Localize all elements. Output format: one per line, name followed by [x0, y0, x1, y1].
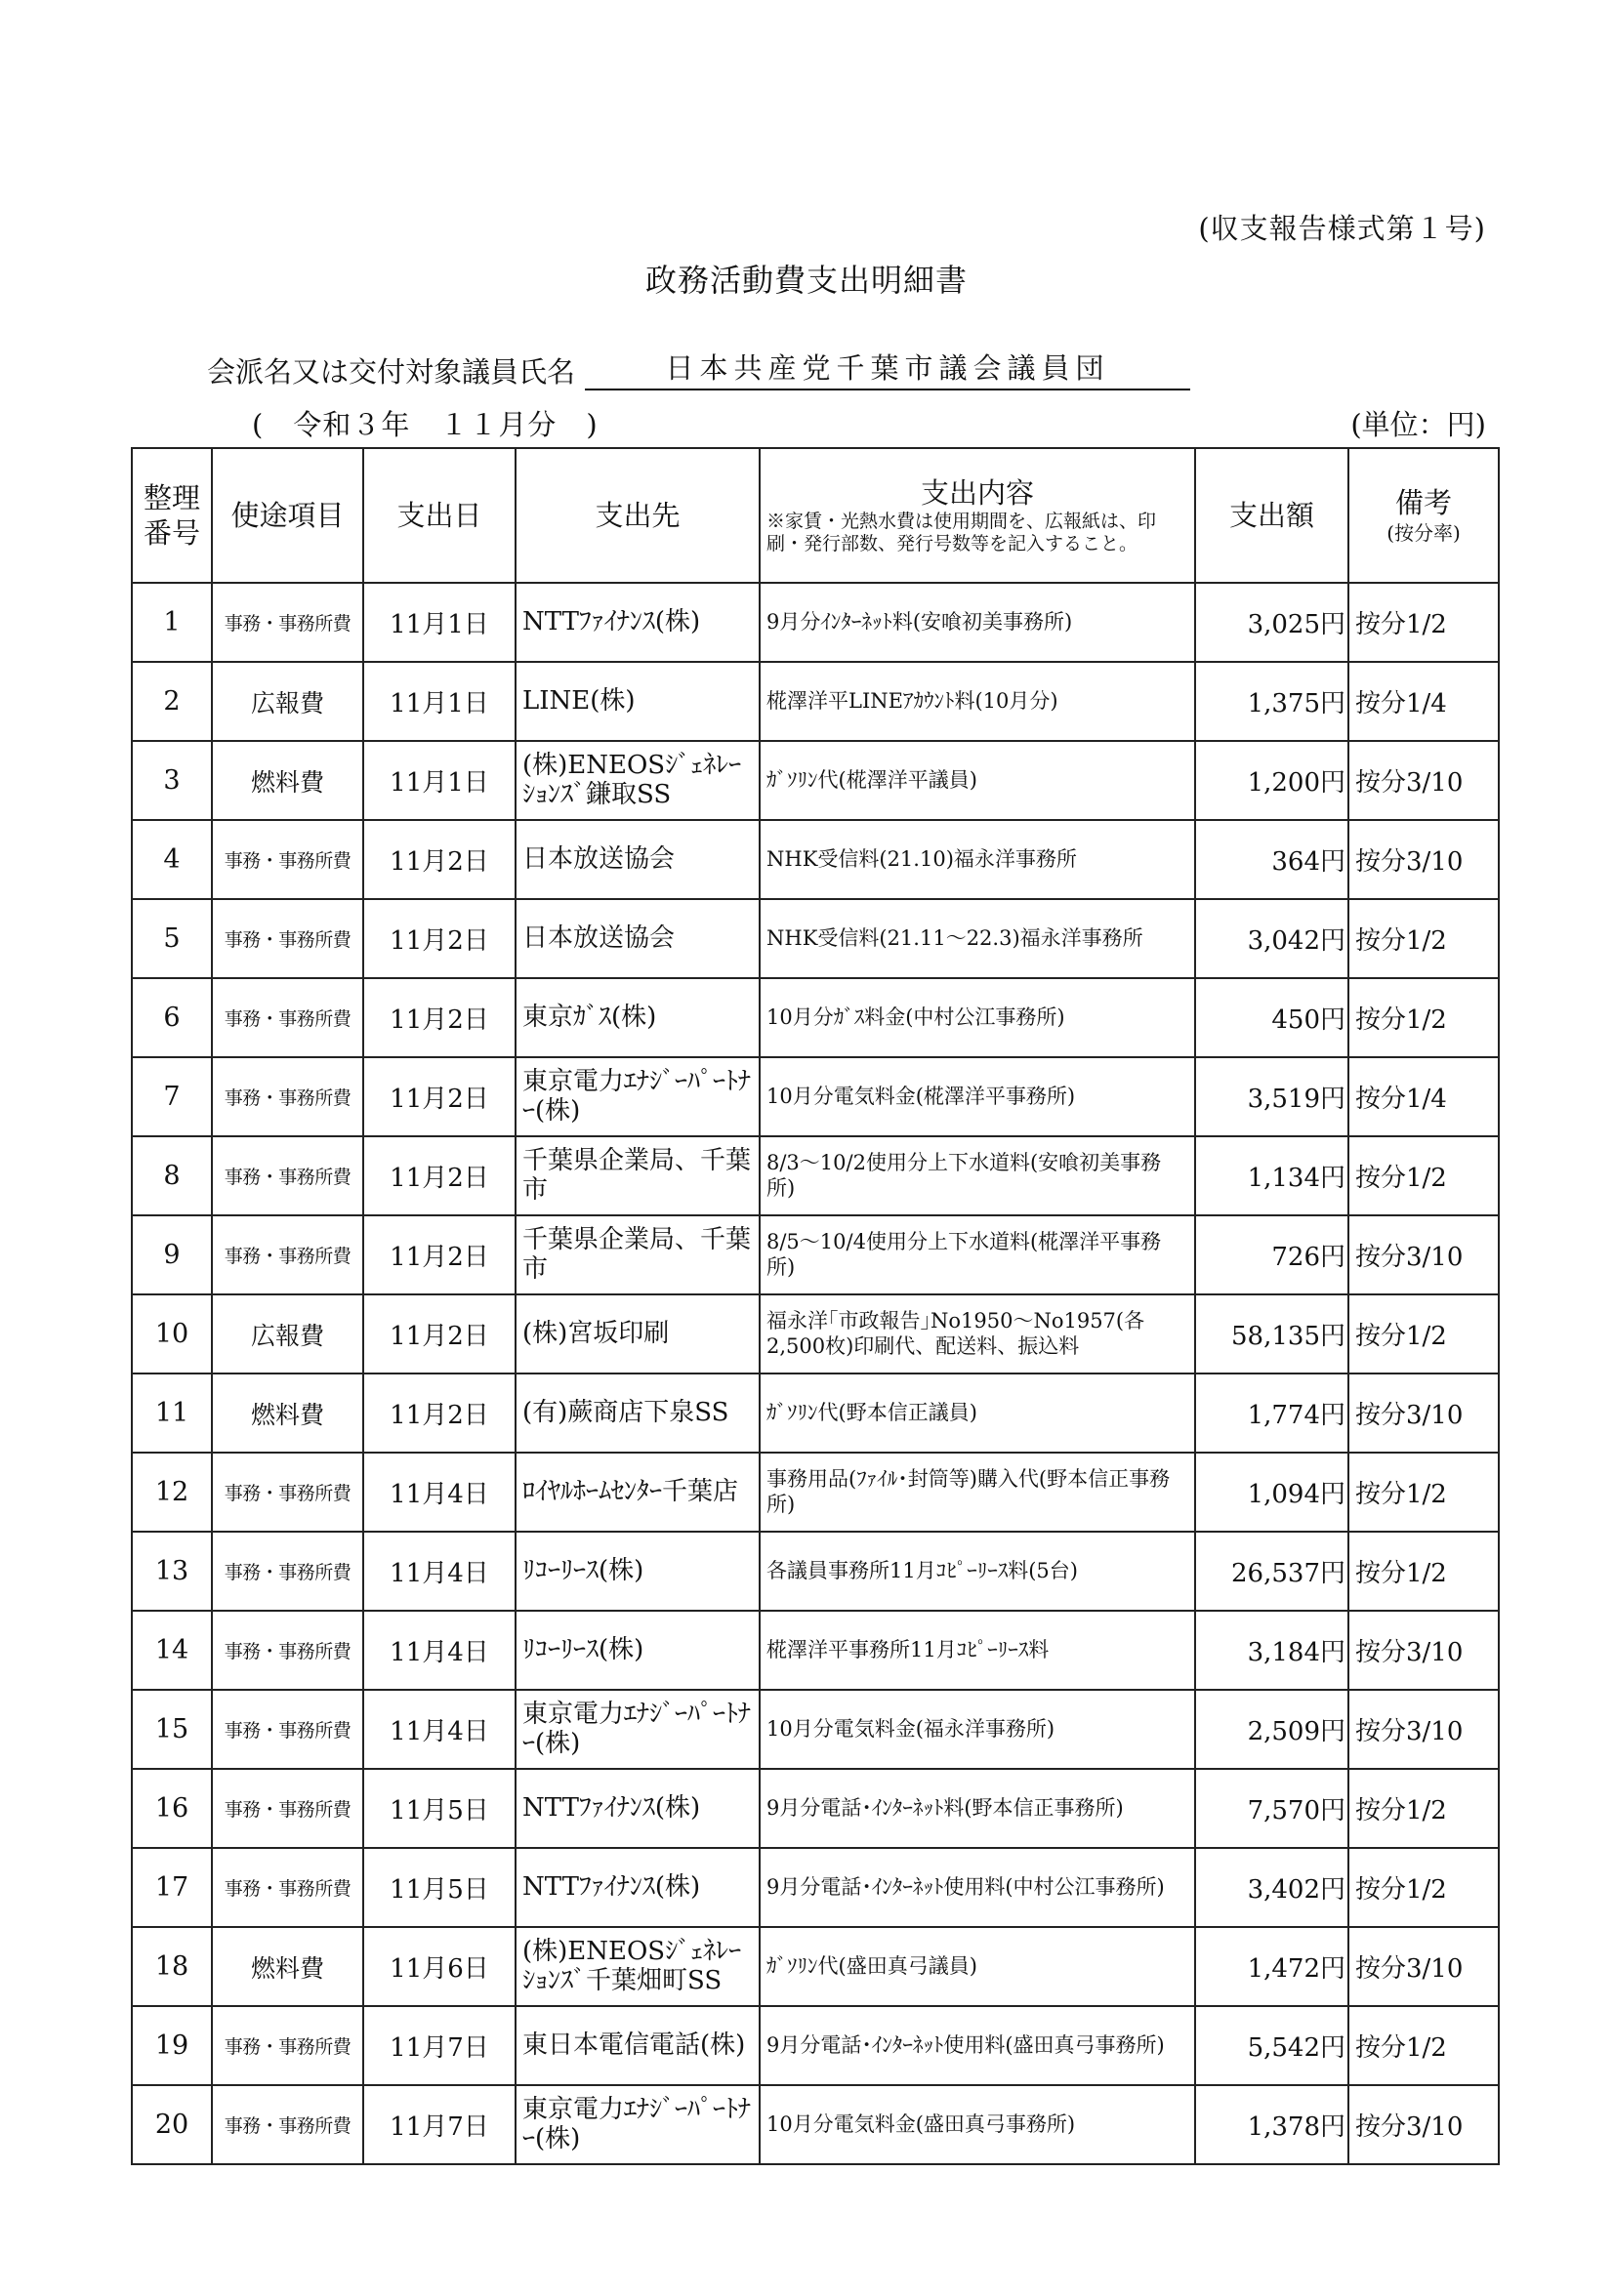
cell-no: 2 [132, 662, 212, 741]
table-row [132, 583, 1499, 662]
cell-content: 9月分電話･ｲﾝﾀｰﾈｯﾄ料(野本信正事務所) [760, 1769, 1195, 1848]
cell-remarks: 按分1/2 [1348, 1769, 1499, 1848]
cell-usage: 事務・事務所費 [212, 583, 363, 662]
cell-amount: 5,542円 [1195, 2006, 1348, 2085]
table-row [132, 1611, 1499, 1690]
cell-date: 11月2日 [363, 1294, 516, 1374]
cell-no: 20 [132, 2085, 212, 2164]
cell-payee: 東京電力ｴﾅｼﾞｰﾊﾟｰﾄﾅｰ(株) [516, 1057, 760, 1136]
cell-no: 10 [132, 1294, 212, 1374]
cell-no: 4 [132, 820, 212, 899]
table-row [132, 1215, 1499, 1294]
header-remarks [1348, 448, 1499, 583]
unit-label: (単位：円) [1350, 408, 1486, 441]
cell-usage: 燃料費 [212, 1927, 363, 2006]
cell-remarks: 按分1/2 [1348, 2006, 1499, 2085]
table-row [132, 1057, 1499, 1136]
cell-no: 7 [132, 1057, 212, 1136]
cell-no: 9 [132, 1215, 212, 1294]
cell-date: 11月2日 [363, 899, 516, 978]
cell-content: 10月分ｶﾞｽ料金(中村公江事務所) [760, 978, 1195, 1057]
cell-payee: NTTﾌｧｲﾅﾝｽ(株) [516, 583, 760, 662]
cell-remarks: 按分1/2 [1348, 1136, 1499, 1215]
cell-amount: 1,472円 [1195, 1927, 1348, 2006]
cell-usage: 事務・事務所費 [212, 978, 363, 1057]
cell-remarks: 按分1/2 [1348, 1294, 1499, 1374]
table-row [132, 1532, 1499, 1611]
cell-payee: 千葉県企業局、千葉市 [516, 1215, 760, 1294]
cell-usage: 事務・事務所費 [212, 899, 363, 978]
cell-payee: (株)ENEOSｼﾞｪﾈﾚｰｼｮﾝｽﾞ千葉畑町SS [516, 1927, 760, 2006]
cell-amount: 364円 [1195, 820, 1348, 899]
cell-payee: ﾛｲﾔﾙﾎｰﾑｾﾝﾀｰ千葉店 [516, 1453, 760, 1532]
cell-content: 10月分電気料金(福永洋事務所) [760, 1690, 1195, 1769]
cell-date: 11月5日 [363, 1848, 516, 1927]
cell-usage: 広報費 [212, 1294, 363, 1374]
cell-payee: ﾘｺｰﾘｰｽ(株) [516, 1532, 760, 1611]
faction-row [207, 347, 1190, 390]
table-row [132, 2085, 1499, 2164]
cell-payee: NTTﾌｧｲﾅﾝｽ(株) [516, 1769, 760, 1848]
cell-usage: 燃料費 [212, 1374, 363, 1453]
cell-content: 10月分電気料金(椛澤洋平事務所) [760, 1057, 1195, 1136]
cell-amount: 1,134円 [1195, 1136, 1348, 1215]
cell-date: 11月7日 [363, 2006, 516, 2085]
cell-amount: 3,042円 [1195, 899, 1348, 978]
cell-remarks: 按分1/2 [1348, 1532, 1499, 1611]
header-content [760, 448, 1195, 583]
header-remarks-sub: (按分率) [1386, 520, 1461, 545]
cell-usage: 事務・事務所費 [212, 1690, 363, 1769]
cell-content: 福永洋｢市政報告｣No1950～No1957(各2,500枚)印刷代、配送料、振込料 [760, 1294, 1195, 1374]
cell-remarks: 按分1/2 [1348, 583, 1499, 662]
cell-date: 11月7日 [363, 2085, 516, 2164]
cell-date: 11月2日 [363, 1057, 516, 1136]
cell-usage: 事務・事務所費 [212, 1532, 363, 1611]
cell-remarks: 按分1/4 [1348, 1057, 1499, 1136]
table-row [132, 1690, 1499, 1769]
header-remarks-label: 備考 [1394, 486, 1452, 520]
cell-no: 14 [132, 1611, 212, 1690]
faction-label: 会派名又は交付対象議員氏名 [207, 355, 576, 389]
cell-no: 12 [132, 1453, 212, 1532]
cell-payee: 東京ｶﾞｽ(株) [516, 978, 760, 1057]
cell-remarks: 按分1/2 [1348, 978, 1499, 1057]
cell-amount: 1,378円 [1195, 2085, 1348, 2164]
cell-date: 11月4日 [363, 1532, 516, 1611]
cell-amount: 2,509円 [1195, 1690, 1348, 1769]
table-row [132, 1294, 1499, 1374]
cell-content: 10月分電気料金(盛田真弓事務所) [760, 2085, 1195, 2164]
cell-payee: 東京電力ｴﾅｼﾞｰﾊﾟｰﾄﾅｰ(株) [516, 2085, 760, 2164]
cell-remarks: 按分1/2 [1348, 899, 1499, 978]
header-amount: 支出額 [1195, 448, 1348, 583]
cell-remarks: 按分3/10 [1348, 820, 1499, 899]
cell-content: 椛澤洋平事務所11月ｺﾋﾟｰﾘｰｽ料 [760, 1611, 1195, 1690]
cell-payee: (株)ENEOSｼﾞｪﾈﾚｰｼｮﾝｽﾞ鎌取SS [516, 741, 760, 820]
cell-usage: 事務・事務所費 [212, 1136, 363, 1215]
cell-date: 11月1日 [363, 583, 516, 662]
cell-content: NHK受信料(21.11～22.3)福永洋事務所 [760, 899, 1195, 978]
cell-remarks: 按分3/10 [1348, 741, 1499, 820]
cell-date: 11月2日 [363, 1215, 516, 1294]
cell-payee: 日本放送協会 [516, 820, 760, 899]
cell-no: 8 [132, 1136, 212, 1215]
cell-no: 5 [132, 899, 212, 978]
cell-content: 椛澤洋平LINEｱｶｳﾝﾄ料(10月分) [760, 662, 1195, 741]
cell-amount: 58,135円 [1195, 1294, 1348, 1374]
cell-date: 11月1日 [363, 741, 516, 820]
cell-no: 18 [132, 1927, 212, 2006]
cell-remarks: 按分3/10 [1348, 2085, 1499, 2164]
cell-date: 11月2日 [363, 820, 516, 899]
cell-date: 11月5日 [363, 1769, 516, 1848]
table-row [132, 978, 1499, 1057]
cell-usage: 事務・事務所費 [212, 820, 363, 899]
cell-content: ｶﾞｿﾘﾝ代(盛田真弓議員) [760, 1927, 1195, 2006]
cell-remarks: 按分1/4 [1348, 662, 1499, 741]
cell-amount: 1,375円 [1195, 662, 1348, 741]
cell-remarks: 按分1/2 [1348, 1453, 1499, 1532]
cell-no: 16 [132, 1769, 212, 1848]
form-number: (収支報告様式第１号) [1198, 212, 1486, 245]
cell-amount: 7,570円 [1195, 1769, 1348, 1848]
cell-amount: 1,200円 [1195, 741, 1348, 820]
table-row [132, 1927, 1499, 2006]
header-date: 支出日 [363, 448, 516, 583]
cell-payee: (有)蕨商店下泉SS [516, 1374, 760, 1453]
table-row [132, 741, 1499, 820]
cell-payee: ﾘｺｰﾘｰｽ(株) [516, 1611, 760, 1690]
cell-content: ｶﾞｿﾘﾝ代(椛澤洋平議員) [760, 741, 1195, 820]
table-row [132, 2006, 1499, 2085]
cell-usage: 事務・事務所費 [212, 2006, 363, 2085]
cell-content: 8/3～10/2使用分上下水道料(安喰初美事務所) [760, 1136, 1195, 1215]
cell-content: 9月分電話･ｲﾝﾀｰﾈｯﾄ使用料(盛田真弓事務所) [760, 2006, 1195, 2085]
cell-content: 各議員事務所11月ｺﾋﾟｰﾘｰｽ料(5台) [760, 1532, 1195, 1611]
header-content-label: 支出内容 [920, 476, 1034, 511]
document-title: 政務活動費支出明細書 [644, 262, 968, 299]
cell-payee: NTTﾌｧｲﾅﾝｽ(株) [516, 1848, 760, 1927]
cell-usage: 事務・事務所費 [212, 1453, 363, 1532]
cell-remarks: 按分3/10 [1348, 1690, 1499, 1769]
cell-payee: LINE(株) [516, 662, 760, 741]
table-row [132, 1374, 1499, 1453]
cell-payee: (株)宮坂印刷 [516, 1294, 760, 1374]
report-period: ( 令和３年 １１月分 ) [252, 408, 599, 441]
cell-amount: 3,519円 [1195, 1057, 1348, 1136]
cell-date: 11月2日 [363, 1136, 516, 1215]
cell-content: 9月分電話･ｲﾝﾀｰﾈｯﾄ使用料(中村公江事務所) [760, 1848, 1195, 1927]
table-row [132, 1769, 1499, 1848]
cell-content: NHK受信料(21.10)福永洋事務所 [760, 820, 1195, 899]
cell-remarks: 按分3/10 [1348, 1374, 1499, 1453]
cell-payee: 日本放送協会 [516, 899, 760, 978]
expenditure-table [131, 447, 1500, 2165]
cell-no: 17 [132, 1848, 212, 1927]
header-content-note: ※家賃・光熱水費は使用期間を、広報紙は、印刷・発行部数、発行号数等を記入すること。 [766, 511, 1157, 555]
cell-amount: 3,025円 [1195, 583, 1348, 662]
cell-usage: 事務・事務所費 [212, 1769, 363, 1848]
cell-date: 11月4日 [363, 1453, 516, 1532]
cell-date: 11月1日 [363, 662, 516, 741]
cell-usage: 事務・事務所費 [212, 2085, 363, 2164]
cell-usage: 事務・事務所費 [212, 1848, 363, 1927]
cell-amount: 726円 [1195, 1215, 1348, 1294]
table-row [132, 1848, 1499, 1927]
cell-usage: 広報費 [212, 662, 363, 741]
cell-usage: 事務・事務所費 [212, 1057, 363, 1136]
cell-date: 11月4日 [363, 1611, 516, 1690]
cell-remarks: 按分3/10 [1348, 1927, 1499, 2006]
cell-no: 11 [132, 1374, 212, 1453]
cell-no: 15 [132, 1690, 212, 1769]
table-row [132, 899, 1499, 978]
cell-remarks: 按分3/10 [1348, 1215, 1499, 1294]
table-row [132, 1453, 1499, 1532]
cell-no: 3 [132, 741, 212, 820]
cell-amount: 3,184円 [1195, 1611, 1348, 1690]
cell-no: 19 [132, 2006, 212, 2085]
cell-amount: 3,402円 [1195, 1848, 1348, 1927]
cell-amount: 450円 [1195, 978, 1348, 1057]
cell-date: 11月6日 [363, 1927, 516, 2006]
table-body [132, 583, 1499, 2164]
cell-payee: 東京電力ｴﾅｼﾞｰﾊﾟｰﾄﾅｰ(株) [516, 1690, 760, 1769]
table-row [132, 662, 1499, 741]
table-row [132, 1136, 1499, 1215]
cell-amount: 26,537円 [1195, 1532, 1348, 1611]
cell-content: ｶﾞｿﾘﾝ代(野本信正議員) [760, 1374, 1195, 1453]
header-payee: 支出先 [516, 448, 760, 583]
cell-amount: 1,094円 [1195, 1453, 1348, 1532]
faction-name: 日本共産党千葉市議会議員団 [585, 347, 1190, 390]
cell-content: 事務用品(ﾌｧｲﾙ･封筒等)購入代(野本信正事務所) [760, 1453, 1195, 1532]
cell-usage: 事務・事務所費 [212, 1611, 363, 1690]
cell-amount: 1,774円 [1195, 1374, 1348, 1453]
cell-no: 1 [132, 583, 212, 662]
cell-date: 11月4日 [363, 1690, 516, 1769]
cell-content: 8/5～10/4使用分上下水道料(椛澤洋平事務所) [760, 1215, 1195, 1294]
cell-date: 11月2日 [363, 978, 516, 1057]
table-header-row [132, 448, 1499, 583]
cell-usage: 事務・事務所費 [212, 1215, 363, 1294]
cell-payee: 東日本電信電話(株) [516, 2006, 760, 2085]
cell-no: 6 [132, 978, 212, 1057]
header-usage: 使途項目 [212, 448, 363, 583]
cell-usage: 燃料費 [212, 741, 363, 820]
cell-content: 9月分ｲﾝﾀｰﾈｯﾄ料(安喰初美事務所) [760, 583, 1195, 662]
cell-date: 11月2日 [363, 1374, 516, 1453]
cell-payee: 千葉県企業局、千葉市 [516, 1136, 760, 1215]
cell-remarks: 按分1/2 [1348, 1848, 1499, 1927]
cell-remarks: 按分3/10 [1348, 1611, 1499, 1690]
cell-no: 13 [132, 1532, 212, 1611]
header-no: 整理番号 [132, 448, 212, 583]
table-row [132, 820, 1499, 899]
